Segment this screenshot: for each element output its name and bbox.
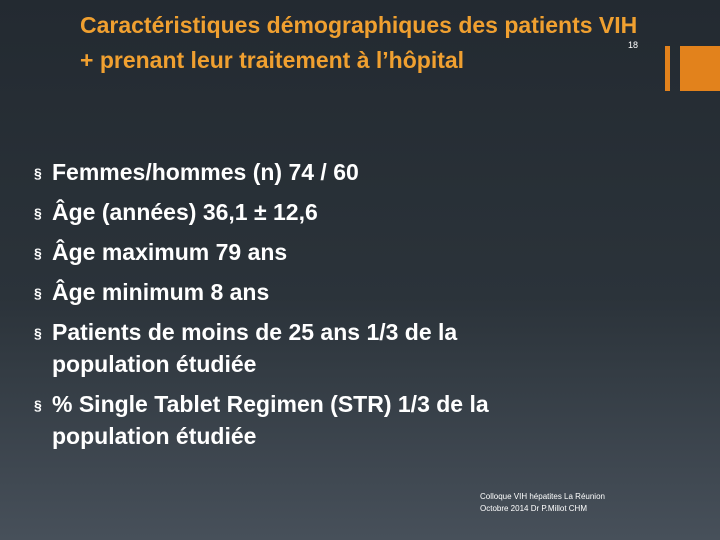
bullet-text: % Single Tablet Regimen (STR) 1/3 de la population étudiée: [52, 391, 489, 449]
bullet-item: [34, 276, 634, 308]
footer: [480, 491, 650, 515]
bullet-item: [34, 316, 634, 380]
bullet-marker-icon: §: [34, 245, 42, 261]
bullet-item: [34, 196, 634, 228]
bullet-item: [34, 388, 634, 452]
bullet-list: [34, 156, 634, 460]
slide-title: Caractéristiques démographiques des patients VIH + prenant leur traitement à l’hôpital: [80, 12, 638, 73]
footer-line-event: Colloque VIH hépatites La Réunion: [480, 492, 605, 501]
bullet-text: Femmes/hommes (n) 74 / 60: [52, 159, 359, 185]
bullet-item: [34, 236, 634, 268]
bullet-text: Âge (années) 36,1 ± 12,6: [52, 199, 318, 225]
bullet-marker-icon: §: [34, 165, 42, 181]
footer-line-date-author: Octobre 2014 Dr P.Millot CHM: [480, 504, 587, 513]
bullet-text: Âge maximum 79 ans: [52, 239, 288, 265]
bullet-marker-icon: §: [34, 397, 42, 413]
accent-box: [680, 46, 720, 91]
accent-bar: [665, 46, 670, 91]
bullet-marker-icon: §: [34, 285, 42, 301]
bullet-item: [34, 156, 634, 188]
bullet-text: Âge minimum 8 ans: [52, 279, 270, 305]
bullet-text: Patients de moins de 25 ans 1/3 de la population étudiée: [52, 319, 458, 377]
bullet-marker-icon: §: [34, 205, 42, 221]
slide-number: 18: [628, 40, 639, 50]
bullet-marker-icon: §: [34, 325, 42, 341]
